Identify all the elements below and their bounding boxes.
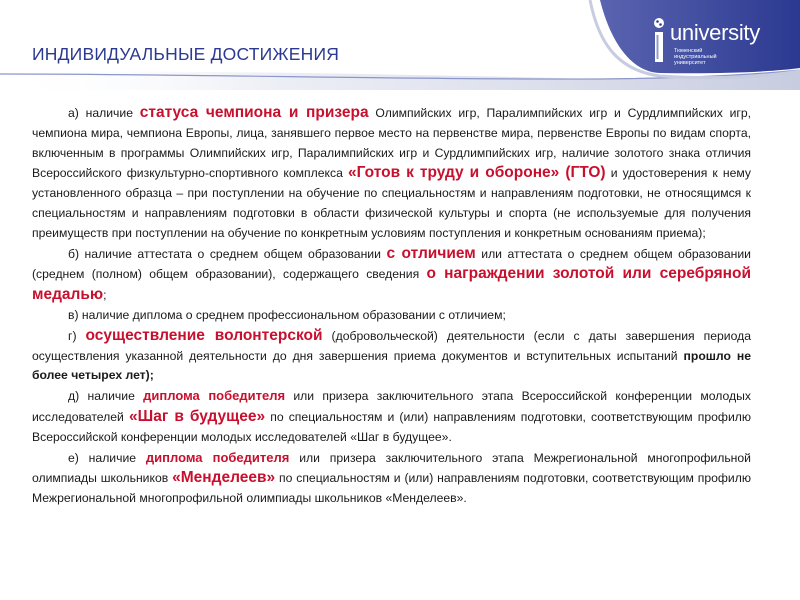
logo-wordmark: university bbox=[670, 20, 760, 45]
logo-i-icon bbox=[646, 16, 672, 64]
highlight-medal: о награждении золотой или серебряной медалью bbox=[32, 265, 751, 304]
achievement-item-g: г) осуществление волонтерской (добровольческой) деятельности (если с даты завершения периода осуществления указанной деятельности до дня завершения приема документов и вступительных испытаний прошло не более четырех лет); bbox=[32, 326, 751, 383]
achievement-item-v: в) наличие диплома о среднем профессиональном образовании с отличием; bbox=[68, 307, 506, 322]
achievement-item-e: е) наличие диплома победителя или призера заключительного этапа Межрегиональной многопрофильной олимпиады школьников «Менделеев» по специальностям и (или) направлениям подготовки, соответствующим профилю Межрегиональной многопрофильной олимпиады школьников «Менделеев». bbox=[32, 449, 751, 506]
achievement-item-d: д) наличие диплома победителя или призера заключительного этапа Всероссийской конференции молодых исследователей «Шаг в будущее» по специальностям и (или) направлениям подготовки, соответствующим профилю Всероссийской конференции молодых исследователей «Шаг в будущее». bbox=[32, 388, 751, 444]
highlight-step-future: «Шаг в будущее» bbox=[129, 407, 266, 425]
achievement-item-a: а) наличие статуса чемпиона и призера Олимпийских игр, Паралимпийских игр и Сурдлимпийских игр, чемпиона мира, чемпиона Европы, лица, занявшего первое место на первенстве мира, первенстве Европы по видам спорта, включенным в программы Олимпийских игр, Паралимпийских игр и Сурдлимпийских игр, наличие золотого знака отличия Всероссийского физкультурно-спортивного комплекса «Готов к труду и обороне» (ГТО) и удостоверения к нему установленного образца – при поступлении на обучение по специальностям и направлениям подготовки, не относящимся к специальностям и направлениям подготовки в области физической культуры и спорта (не используемые для получения преимуществ при поступлении на обучение по конкретным условиям поступления и конкретным основаниям приема); bbox=[32, 104, 751, 240]
achievement-item-b: б) наличие аттестата о среднем общем образовании с отличием или аттестата о среднем общем образовании (среднем (полном) общем образовании), содержащего сведения о награждении золотой или серебряной медалью; bbox=[32, 244, 751, 304]
logo-subtitle: Тюменский индустриальный университет bbox=[674, 48, 717, 66]
highlight-winner-diploma: диплома победителя bbox=[143, 388, 286, 404]
achievements-list bbox=[32, 103, 751, 509]
highlight-champion-status: статуса чемпиона и призера bbox=[139, 104, 369, 121]
highlight-gto: «Готов к труду и обороне» (ГТО) bbox=[348, 164, 606, 182]
university-logo bbox=[646, 12, 766, 72]
highlight-volunteer: осуществление волонтерской bbox=[85, 326, 323, 344]
highlight-mendeleev: «Менделеев» bbox=[172, 469, 276, 487]
highlight-with-honors: с отличием bbox=[386, 244, 476, 262]
page-title: ИНДИВИДУАЛЬНЫЕ ДОСТИЖЕНИЯ bbox=[32, 44, 340, 64]
bold-four-years: прошло не более четырех лет); bbox=[32, 348, 751, 383]
highlight-winner-diploma: диплома победителя bbox=[145, 449, 290, 465]
